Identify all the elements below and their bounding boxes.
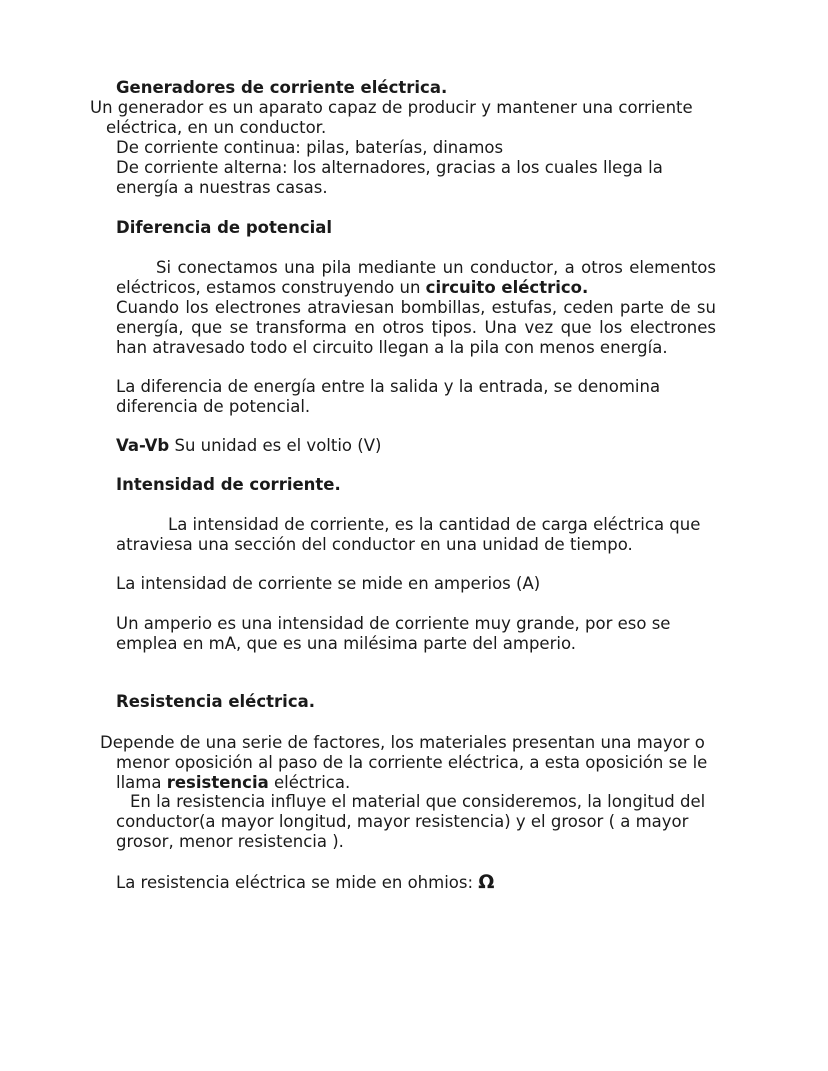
heading-generadores: Generadores de corriente eléctrica. xyxy=(116,78,448,97)
resistencia-p1-rest xyxy=(100,753,716,793)
intensidad-paragraph-2: La intensidad de corriente se mide en amperios (A) xyxy=(116,574,541,593)
generadores-alterna: De corriente alterna: los alternadores, gracias a los cuales llega la energía a nuestras casas. xyxy=(116,158,663,197)
va-vb-term: Va-Vb xyxy=(116,436,170,455)
resistencia-paragraph-1 xyxy=(100,733,716,793)
ohm-symbol: Ω xyxy=(478,871,495,893)
generadores-continua: De corriente continua: pilas, baterías, dinamos xyxy=(116,138,504,157)
intensidad-paragraph-1: La intensidad de corriente, es la cantidad de carga eléctrica que atraviesa una sección del conductor en una unidad de tiempo. xyxy=(116,515,701,554)
voltage-unit xyxy=(116,436,716,456)
diferencia-p1-text: Si conectamos una pila mediante un conductor, a otros elementos eléctricos, estamos construyendo un xyxy=(116,258,716,297)
resistencia-paragraph-2: En la resistencia influye el material que consideremos, la longitud del conductor(a mayor longitud, mayor resistencia) y el grosor ( a mayor grosor, menor resistencia ). xyxy=(116,792,706,851)
diferencia-paragraph-3: La diferencia de energía entre la salida y la entrada, se denomina diferencia de potencial. xyxy=(116,377,661,416)
generadores-intro xyxy=(90,98,716,138)
resistencia-p1-rest-a: menor oposición al paso de la corriente eléctrica, a esta oposición se le llama xyxy=(116,753,708,792)
intensidad-paragraph-3: Un amperio es una intensidad de corriente muy grande, por eso se emplea en mA, que es una milésima parte del amperio. xyxy=(116,614,671,653)
resistencia-term: resistencia xyxy=(166,773,269,792)
voltage-unit-text: Su unidad es el voltio (V) xyxy=(174,436,382,455)
resistencia-p1-rest-b: eléctrica. xyxy=(274,773,351,792)
heading-intensidad: Intensidad de corriente. xyxy=(116,475,341,494)
resistencia-paragraph-3 xyxy=(116,872,716,893)
resistencia-p3-text: La resistencia eléctrica se mide en ohmios: xyxy=(116,873,474,892)
generadores-intro-rest: eléctrica, en un conductor. xyxy=(106,118,327,137)
generadores-intro-first: Un generador es un aparato capaz de producir y mantener una corriente xyxy=(90,98,693,117)
heading-diferencia: Diferencia de potencial xyxy=(116,218,333,237)
resistencia-p1-first: Depende de una serie de factores, los materiales presentan una mayor o xyxy=(100,733,705,752)
diferencia-paragraph-1 xyxy=(116,258,716,298)
circuito-electrico-term: circuito eléctrico. xyxy=(425,278,589,297)
diferencia-paragraph-2: Cuando los electrones atraviesan bombillas, estufas, ceden parte de su energía, que se transforma en otros tipos. Una vez que los electrones han atravesado todo el circuito llegan a la pila con menos energía. xyxy=(116,298,716,357)
heading-resistencia: Resistencia eléctrica. xyxy=(116,692,316,711)
